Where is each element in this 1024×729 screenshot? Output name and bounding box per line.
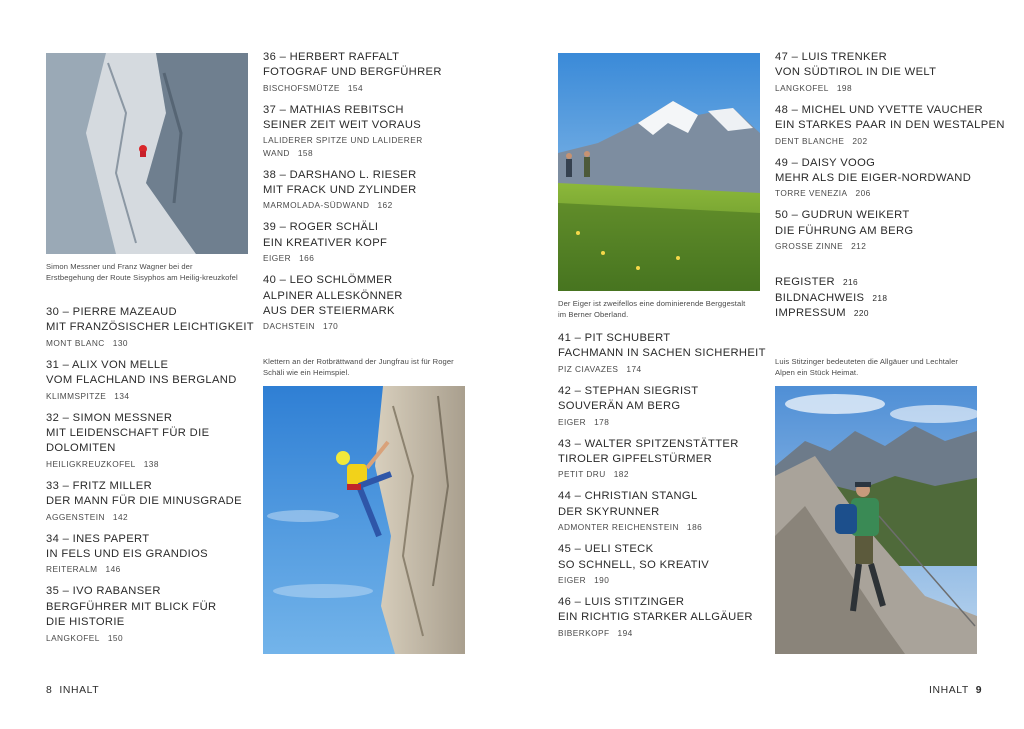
entry-location: PETIT DRU [558,469,606,480]
entry-location: BISCHOFSMÜTZE [263,82,340,93]
entry-subtitle: DIE HISTORIE [46,616,125,629]
entry-subtitle: DIE FÜHRUNG AM BERG [775,224,914,237]
page-folio-left [46,685,99,696]
toc-entry[interactable] [263,168,468,213]
entry-title: BILDNACHWEIS [775,291,865,304]
entry-title: 43 – WALTER SPITZENSTÄTTER [558,437,739,450]
entry-subtitle: DER SKYRUNNER [558,505,660,518]
entry-page: 178 [594,416,610,427]
toc-entry[interactable] [558,331,766,376]
entry-location: BIBERKOPF [558,627,610,638]
entry-subtitle: VON SÜDTIROL IN DIE WELT [775,66,937,79]
entry-title: 44 – CHRISTIAN STANGL [558,490,698,503]
entry-subtitle: SO SCHNELL, SO KREATIV [558,558,710,571]
entry-location: GROSSE ZINNE [775,241,844,252]
page-number: 9 [975,685,983,696]
entry-page: 216 [843,277,859,288]
toc-entry[interactable] [46,479,251,524]
entry-title: 35 – IVO RABANSER [46,585,161,598]
entry-location: AGGENSTEIN [46,511,105,522]
toc-entry[interactable] [46,584,251,644]
entry-location: DENT BLANCHE [775,135,845,146]
folio-label: INHALT [59,685,100,696]
entry-title: 47 – LUIS TRENKER [775,51,888,63]
entry-title: 32 – SIMON MESSNER [46,411,173,424]
entry-title: IMPRESSUM [775,307,846,320]
entry-title: 38 – DARSHANO L. RIESER [263,168,417,181]
toc-entry[interactable] [558,384,763,429]
entry-location: MONT BLANC [46,337,105,348]
entry-title: 41 – PIT SCHUBERT [558,332,671,344]
entry-subtitle: MIT FRACK UND ZYLINDER [263,184,417,197]
back-matter-list [775,275,990,321]
entry-location: PIZ CIAVAZES [558,363,619,374]
entry-title: 39 – ROGER SCHÄLI [263,221,379,234]
entry-title: REGISTER [775,276,835,289]
entry-page: 134 [114,390,130,401]
entry-title: 49 – DAISY VOOG [775,156,876,169]
entry-page: 182 [613,469,629,480]
entry-subtitle: SOUVERÄN AM BERG [558,400,681,413]
toc-entry[interactable] [775,50,990,95]
toc-column [46,305,254,653]
entry-subtitle: SEINER ZEIT WEIT VORAUS [263,119,422,132]
entry-location: LANGKOFEL [46,632,100,643]
entry-title: 48 – MICHEL UND YVETTE VAUCHER [775,103,983,116]
entry-page: 202 [852,135,868,146]
entry-location: MARMOLADA-SÜDWAND [263,200,370,211]
entry-page: 212 [851,241,867,252]
entry-page: 150 [107,632,124,643]
toc-entry-bildnachweis[interactable] [775,291,990,306]
entry-title: 40 – LEO SCHLÖMMER [263,274,393,287]
entry-subtitle: EIN STARKES PAAR IN DEN WESTALPEN [775,119,1005,132]
toc-entry[interactable] [263,220,468,265]
toc-entry[interactable] [558,542,763,587]
entry-subtitle: MIT LEIDENSCHAFT FÜR DIE [46,427,210,440]
page-folio-right [929,685,982,696]
entry-page: 138 [143,458,159,469]
toc-entry[interactable] [558,489,763,534]
toc-entry[interactable] [558,595,763,640]
entry-title: 36 – HERBERT RAFFALT [263,51,400,63]
photo-caption-jungfrau-climber: Klettern an der Rotbrättwand der Jungfrau ist für Roger Schäli wie ein Heimspiel. [263,357,454,377]
entry-location: REITERALM [46,564,98,575]
entry-page: 198 [836,82,853,93]
entry-title: 45 – UELI STECK [558,543,654,556]
entry-subtitle: FACHMANN IN SACHEN SICHERHEIT [558,347,766,360]
entry-subtitle: MEHR ALS DIE EIGER-NORDWAND [775,172,972,185]
entry-subtitle: EIN RICHTIG STARKER ALLGÄUER [558,611,753,624]
entry-location: LANGKOFEL [775,82,829,93]
toc-entry-register[interactable] [775,275,990,290]
entry-page: 218 [872,292,888,303]
toc-entry[interactable] [46,411,251,471]
photo-caption-stitzinger: Luis Stitzinger bedeuteten die Allgäuer und Lechtaler Alpen ein Stück Heimat. [775,357,959,377]
photo-rock-climbers [46,53,248,254]
toc-entry-impressum[interactable] [775,306,990,321]
entry-title: 50 – GUDRUN WEIKERT [775,209,910,222]
entry-title: 46 – LUIS STITZINGER [558,596,685,609]
toc-entry[interactable] [263,103,468,160]
entry-title: 33 – FRITZ MILLER [46,479,153,492]
entry-location: KLIMMSPITZE [46,390,107,401]
entry-location: EIGER [558,416,587,427]
toc-entry[interactable] [263,50,468,95]
toc-entry[interactable] [46,532,251,577]
toc-entry[interactable] [263,273,468,333]
entry-title: 37 – MATHIAS REBITSCH [263,103,404,116]
entry-page: 146 [105,564,121,575]
entry-subtitle: IN FELS UND EIS GRANDIOS [46,548,208,561]
entry-page: 174 [626,363,642,374]
toc-entry[interactable] [46,305,254,350]
entry-location: TORRE VENEZIA [775,188,848,199]
toc-column [558,331,766,648]
entry-subtitle: TIROLER GIPFELSTÜRMER [558,453,713,466]
entry-location: LALIDERER SPITZE UND LALIDERER [263,134,423,145]
entry-subtitle: DOLOMITEN [46,442,116,455]
entry-location: EIGER [263,253,292,264]
entry-location: DACHSTEIN [263,321,315,332]
entry-page: 186 [687,522,703,533]
entry-title: 42 – STEPHAN SIEGRIST [558,384,699,397]
entry-page: 162 [377,200,393,211]
photo-caption-rock-climbers: Simon Messner und Franz Wagner bei der Erstbegehung der Route Sisyphos am Heilig-kreuzkofel [46,262,238,282]
toc-column [263,50,468,341]
entry-page: 130 [112,337,128,348]
page-number: 8 [46,685,53,696]
entry-title: 34 – INES PAPERT [46,532,150,545]
entry-subtitle: AUS DER STEIERMARK [263,305,395,318]
entry-location: ADMONTER REICHENSTEIN [558,522,680,533]
entry-location: HEILIGKREUZKOFEL [46,458,136,469]
toc-entry[interactable] [775,156,990,201]
entry-page: 142 [112,511,129,522]
entry-page: 194 [617,627,633,638]
photo-stitzinger-ridge [775,386,977,654]
entry-page: 154 [347,82,364,93]
entry-subtitle: DER MANN FÜR DIE MINUSGRADE [46,495,242,508]
toc-column [775,50,1005,321]
entry-page: 220 [853,308,869,319]
entry-page: 158 [297,147,314,158]
toc-entry[interactable] [775,208,990,253]
entry-subtitle: FOTOGRAF UND BERGFÜHRER [263,66,442,79]
entry-subtitle: MIT FRANZÖSISCHER LEICHTIGKEIT [46,321,254,334]
entry-page: 166 [299,253,315,264]
entry-page: 170 [323,321,339,332]
photo-jungfrau-climber [263,386,465,654]
entry-location: WAND [263,147,290,158]
toc-entry[interactable] [558,437,763,482]
toc-entry[interactable] [775,103,1005,148]
entry-location: EIGER [558,575,587,586]
entry-page: 190 [594,575,610,586]
entry-title: 31 – ALIX VON MELLE [46,358,169,371]
photo-eiger-hikers [558,53,760,291]
entry-subtitle: ALPINER ALLESKÖNNER [263,289,403,302]
entry-subtitle: VOM FLACHLAND INS BERGLAND [46,374,237,387]
toc-entry[interactable] [46,358,251,403]
folio-label: INHALT [929,685,969,696]
entry-subtitle: EIN KREATIVER KOPF [263,236,388,249]
entry-title: 30 – PIERRE MAZEAUD [46,306,177,318]
photo-caption-eiger: Der Eiger ist zweifellos eine dominierende Berggestalt im Berner Oberland. [558,299,746,319]
entry-subtitle: BERGFÜHRER MIT BLICK FÜR [46,600,217,613]
entry-page: 206 [855,188,871,199]
